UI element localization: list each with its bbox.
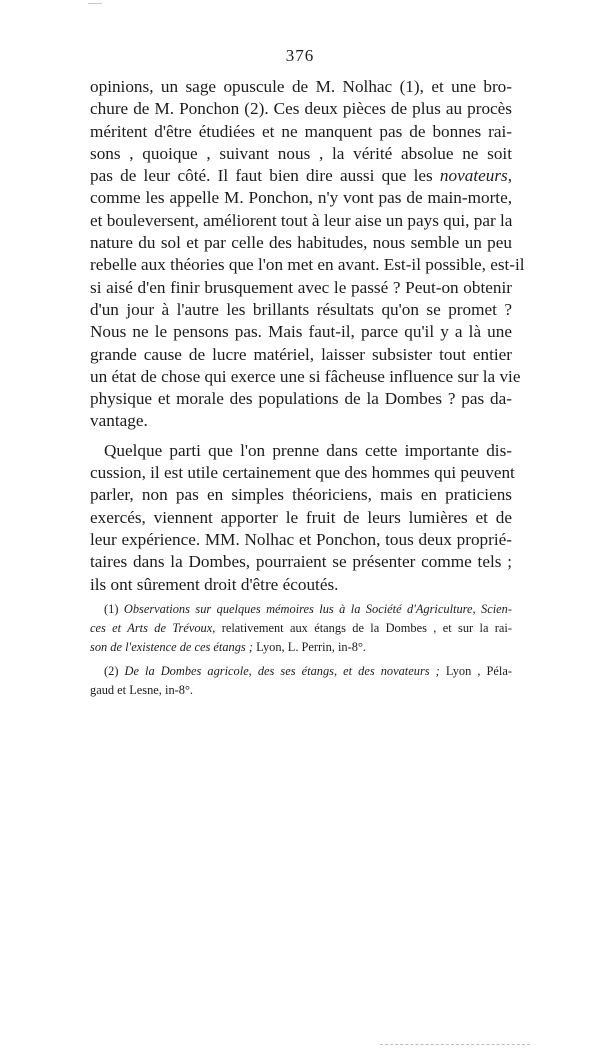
footnote-title: ces et Arts de Trévoux [90, 621, 213, 635]
text-line: d'un jour à l'autre les brillants résultats qu'on se promet ? [90, 299, 512, 319]
text-line: leur expérience. MM. Nolhac et Ponchon, tous deux proprié- [90, 529, 512, 549]
text-line: cussion, il est utile certainement que des hommes qui peuvent [90, 463, 515, 483]
footnote-1-line [90, 600, 512, 619]
text-line: parler, non pas en simples théoriciens, mais en praticiens [90, 485, 512, 505]
scan-artifact-top [88, 0, 102, 4]
text-line-with-italic [90, 165, 512, 187]
text-line: chure de M. Ponchon (2). Ces deux pièces de plus au procès [90, 99, 512, 119]
text-line: et bouleversent, améliorent tout à leur aise un pays qui, par la [90, 210, 513, 230]
footnote-1-line [90, 638, 512, 657]
text-line: vantage. [90, 411, 148, 431]
text-line: taires dans la Dombes, pourraient se présenter comme tels ; [90, 552, 512, 572]
page-number: 376 [285, 46, 315, 65]
footnote-text: Lyon, L. Perrin, in-8°. [252, 640, 366, 654]
footnote-title: son de l'existence de ces étangs ; [90, 640, 253, 654]
text-segment: pas de leur côté. Il faut bien dire aussi que les [90, 166, 440, 186]
scan-artifact-bottom [380, 1044, 530, 1046]
footnote-1-line [90, 619, 512, 638]
text-line: grande cause de lucre matériel, laisser subsister tout entier [90, 344, 512, 364]
footnote-marker: (2) [104, 664, 125, 678]
text-line: physique et morale des populations de la Dombes ? pas da- [90, 389, 512, 409]
footnote-title: De la Dombes agricole, des ses étangs, et des novateurs ; [124, 664, 440, 678]
text-line: rebelle aux théories que l'on met en avant. Est-il possible, est-il [90, 255, 525, 275]
text-line: ils ont sûrement droit d'être écoutés. [90, 574, 339, 594]
text-line: sons , quoique , suivant nous , la vérité absolue ne soit [90, 143, 512, 163]
text-line: si aisé d'en finir brusquement avec le passé ? Peut-on obtenir [90, 277, 512, 297]
footnote-2-line: gaud et Lesne, in-8°. [90, 683, 194, 697]
text-line: Quelque parti que l'on prenne dans cette importante dis- [104, 440, 512, 460]
text-line: méritent d'être étudiées et ne manquent pas de bonnes rai- [90, 121, 512, 141]
text-line: Nous ne le pensons pas. Mais faut-il, parce qu'il y a là une [90, 322, 512, 342]
text-line: opinions, un sage opuscule de M. Nolhac (1), et une bro- [90, 77, 512, 96]
footnote-marker: (1) [104, 602, 124, 616]
text-line: comme les appelle M. Ponchon, n'y vont pas de main-morte, [90, 188, 512, 208]
footnote-text: Lyon , Péla- [439, 664, 512, 678]
footnote-2-line [90, 662, 512, 681]
text-line: exercés, viennent apporter le fruit de leurs lumières et de [90, 507, 512, 527]
text-segment: , [507, 166, 512, 186]
text-line: nature du sol et par celle des habitudes, nous semble un peu [90, 233, 512, 253]
paragraph-gap [90, 433, 512, 440]
text-line: un état de chose qui exerce une si fâcheuse influence sur la vie [90, 366, 521, 386]
italic-term: novateurs [439, 166, 508, 186]
main-text [90, 76, 525, 596]
footnote-text: , relativement aux étangs de la Dombes , et sur la rai- [212, 621, 512, 635]
footnote-title: Observations sur quelques mémoires lus à la Société d'Agriculture, Scien- [123, 602, 512, 616]
footnotes [90, 600, 512, 700]
